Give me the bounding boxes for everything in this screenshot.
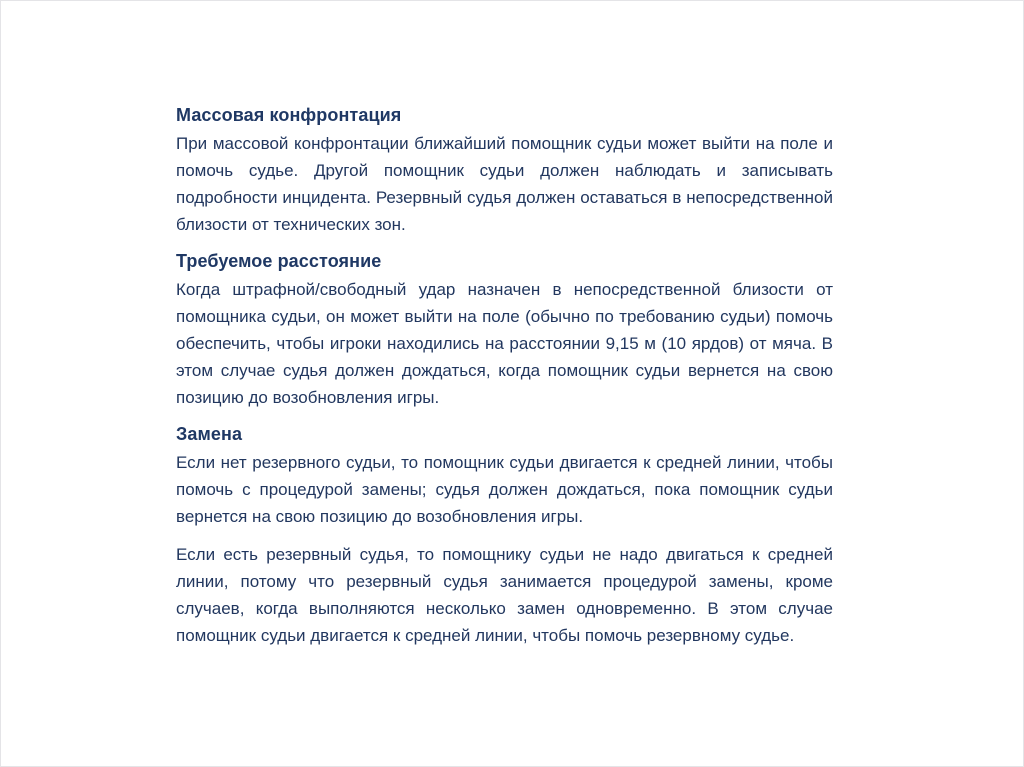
text-content [176, 103, 833, 660]
paragraph: Если есть резервный судья, то помощнику судьи не надо двигаться к средней линии, потому что резервный судья занимается процедурой замены, кроме случаев, когда выполняются несколько замен одновременно. В этом случае помощник судьи двигается к средней линии, чтобы помочь резервному судье. [176, 545, 833, 645]
section-heading: Массовая конфронтация [176, 105, 402, 125]
section-heading: Замена [176, 424, 243, 444]
section-substitution [176, 422, 833, 649]
paragraph: Когда штрафной/свободный удар назначен в непосредственной близости от помощника судьи, он может выйти на поле (обычно по требованию судьи) помочь обеспечить, чтобы игроки находились на расстоянии 9,15 м (10 ярдов) от мяча. В этом случае судья должен дождаться, когда помощник судьи вернется на свою позицию до возобновления игры. [176, 280, 833, 407]
paragraph: При массовой конфронтации ближайший помощник судьи может выйти на поле и помочь судье. Другой помощник судьи должен наблюдать и записывать подробности инцидента. Резервный судья должен оставаться в непосредственной близости от технических зон. [176, 134, 833, 234]
section-mass-confrontation [176, 103, 833, 238]
section-heading: Требуемое расстояние [176, 251, 382, 271]
paragraph: Если нет резервного судьи, то помощник судьи двигается к средней линии, чтобы помочь с процедурой замены; судья должен дождаться, пока помощник судьи вернется на свою позицию до возобновления игры. [176, 453, 833, 526]
section-required-distance [176, 249, 833, 411]
